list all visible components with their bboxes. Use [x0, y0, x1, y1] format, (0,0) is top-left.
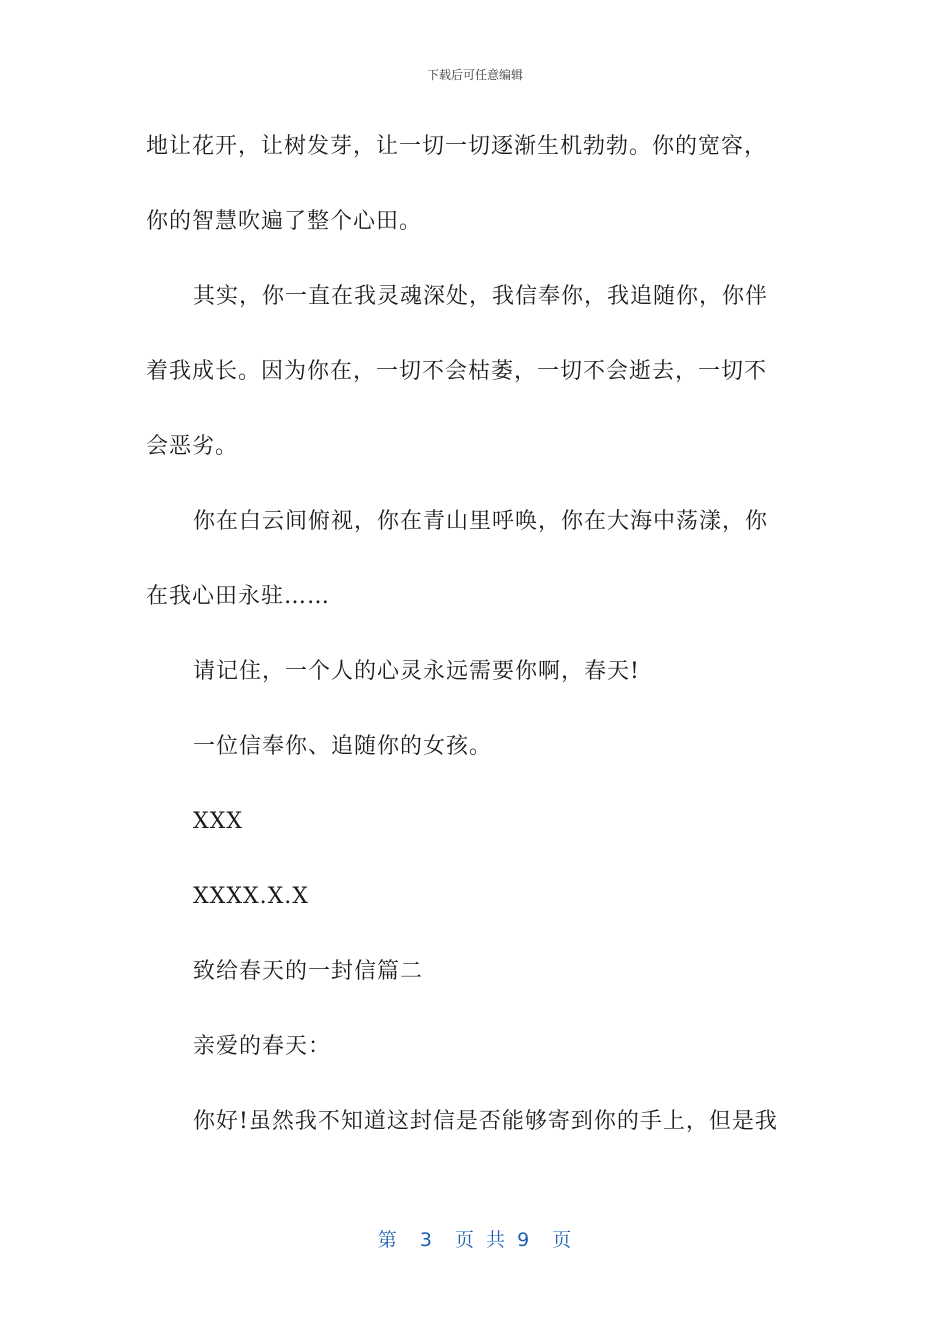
body-line: 你好!虽然我不知道这封信是否能够寄到你的手上，但是我 — [193, 1109, 778, 1134]
signature-line: 一位信奉你、追随你的女孩。 — [193, 734, 493, 759]
signature-name: XXX — [193, 809, 243, 834]
letter-salutation: 亲爱的春天： — [193, 1034, 332, 1059]
body-line: 其实，你一直在我灵魂深处，我信奉你，我追随你，你伴 — [193, 284, 769, 309]
body-line: 在我心田永驻…… — [146, 584, 331, 609]
document-body — [146, 125, 806, 1175]
body-line: 会恶劣。 — [146, 434, 239, 459]
body-line: 请记住，一个人的心灵永远需要你啊，春天! — [193, 659, 640, 684]
body-line: 地让花开，让树发芽，让一切一切逐渐生机勃勃。你的宽容， — [146, 134, 768, 159]
page-header-note: 下载后可任意编辑 — [426, 68, 523, 82]
body-line: 着我成长。因为你在，一切不会枯萎，一切不会逝去，一切不 — [146, 359, 768, 384]
section-heading: 致给春天的一封信篇二 — [193, 959, 424, 984]
page-number: 第 3 页 共 9 页 — [377, 1229, 573, 1251]
body-line: 你在白云间俯视，你在青山里呼唤，你在大海中荡漾，你 — [193, 509, 769, 534]
signature-date: XXXX.X.X — [193, 884, 309, 909]
body-line: 你的智慧吹遍了整个心田。 — [146, 209, 423, 234]
